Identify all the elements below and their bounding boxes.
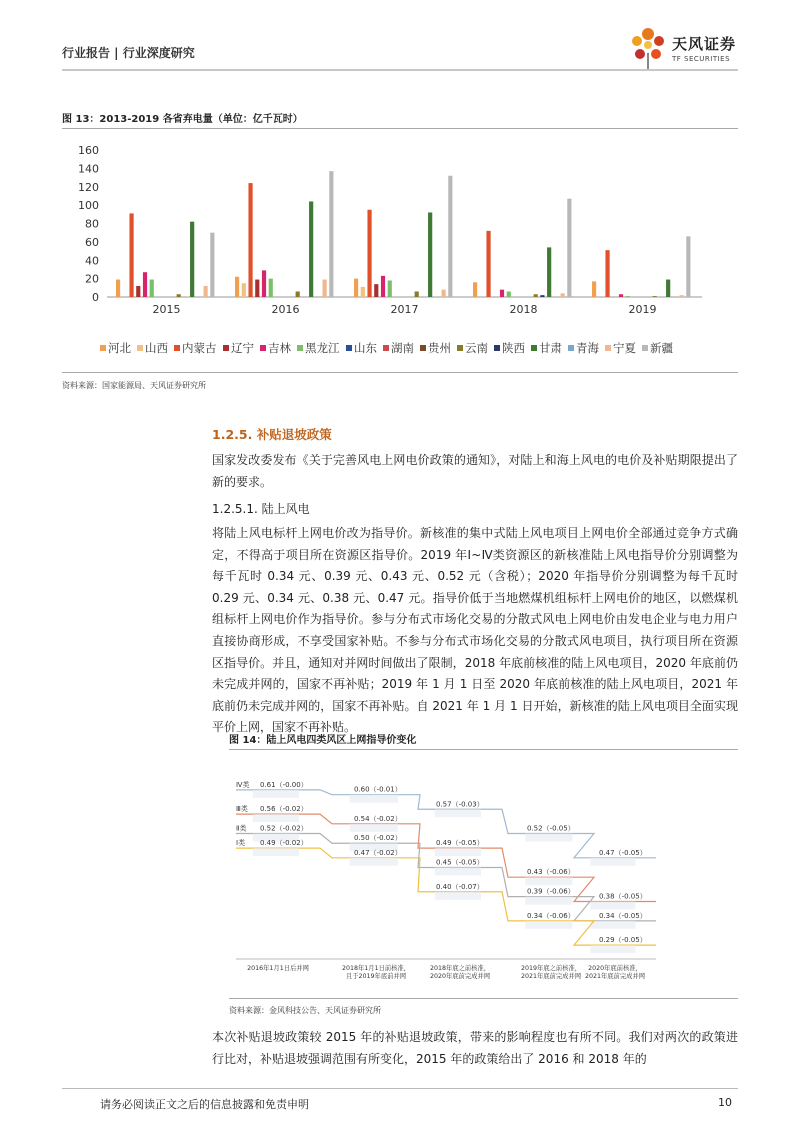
price-label: 0.47（-0.05）	[599, 848, 647, 857]
legend-label: 陕西	[502, 341, 525, 355]
step-shade	[435, 868, 481, 876]
legend-swatch-湖南	[383, 345, 389, 351]
bar-黑龙江-2018	[507, 291, 511, 297]
x-tick-label: 2015	[152, 303, 181, 316]
price-label: 0.47（-0.02）	[354, 848, 402, 857]
x-category-label: 2019年底之前核准，	[520, 965, 582, 972]
step-shade	[590, 945, 635, 953]
step-shade	[253, 848, 299, 856]
x-tick-label: 2019	[628, 303, 657, 316]
x-tick-label: 2018	[509, 303, 538, 316]
legend-swatch-贵州	[420, 345, 426, 351]
x-category-label: 2018年1月1日前核准，	[341, 965, 411, 972]
bar-甘肃-2018	[547, 247, 551, 297]
legend-label: 青海	[576, 341, 599, 355]
bar-河北-2017	[354, 279, 358, 297]
footer-divider	[62, 1088, 738, 1089]
x-category-label: 2020年底前完成并网	[429, 973, 491, 980]
bar-山西-2016	[242, 283, 246, 297]
section-title: 1.2.5. 补贴退坡政策	[212, 427, 332, 442]
bar-内蒙古-2019	[605, 250, 609, 297]
footer-disclaimer: 请务必阅读正文之后的信息披露和免责申明	[100, 1098, 309, 1111]
price-label: 0.39（-0.06）	[527, 887, 575, 896]
page-number: 10	[718, 1096, 732, 1109]
bar-吉林-2017	[381, 276, 385, 297]
step-shade	[253, 814, 299, 822]
closing-paragraph: 本次补贴退坡政策较 2015 年的补贴退坡政策，带来的影响程度也有所不同。我们对两次的政策进行比对，补贴退坡强调范围有所变化，2015 年的政策给出了 2016 和 2018 年的	[212, 1030, 738, 1066]
x-tick-label: 2016	[271, 303, 300, 316]
bar-云南-2015	[177, 294, 181, 297]
bar-吉林-2015	[143, 272, 147, 297]
step-shade	[525, 877, 572, 885]
bar-河北-2016	[235, 277, 239, 297]
step-shade	[435, 848, 481, 856]
y-tick-label: 160	[78, 144, 99, 157]
header-divider	[62, 69, 738, 71]
price-label: 0.38（-0.05）	[599, 892, 647, 901]
y-tick-label: 40	[85, 254, 99, 268]
bar-云南-2018	[534, 294, 538, 297]
price-label: 0.45（-0.05）	[436, 858, 484, 867]
step-shade	[350, 795, 398, 803]
subsection-title: 1.2.5.1. 陆上风电	[212, 502, 310, 516]
legend-swatch-青海	[568, 345, 574, 351]
figure13-bar-chart	[62, 138, 738, 368]
bar-内蒙古-2016	[248, 183, 252, 297]
bar-新疆-2019	[686, 236, 690, 297]
price-label: 0.43（-0.06）	[527, 868, 575, 877]
legend-swatch-吉林	[260, 345, 266, 351]
price-label: 0.60（-0.01）	[354, 785, 402, 794]
bar-甘肃-2016	[309, 201, 313, 297]
logo-subtitle: TF SECURITIES	[672, 55, 731, 63]
section-body: 将陆上风电标杆上网电价改为指导价。新核准的集中式陆上风电项目上网电价全部通过竞争方式确定，不得高于项目所在资源区指导价。2019 年Ⅰ~Ⅳ类资源区的新核准陆上风电指导价分别调整为每千瓦时 0.34 元、0.39 元、0.43 元、0.52 元（含税）；2020 年指导价分别调整为每千瓦时 0.29 元、0.34 元、0.38 元、0.47 元。指导价低于当地燃煤机组标杆上网电价的地区，以燃煤机组标杆上网电价作为指导价。参与分布式市场化交易的分散式风电上网电价由发电企业与电力用户直接协商形成，不享受国家补贴。不参与分布式市场化交易的分散式风电项目，执行项目所在资源区指导价。并且，通知对并网时间做出了限制，2018 年底前核准的陆上风电项目，2020 年底前仍未完成并网的，国家不再补贴；2019 年 1 月 1 日至 2020 年底前核准的陆上风电项目，2021 年底前仍未完成并网的，国家不再补贴。自 2021 年 1 月 1 日开始，新核准的陆上风电项目全面实现平价上网，国家不再补贴。	[212, 526, 738, 735]
bar-新疆-2016	[329, 171, 333, 297]
bar-黑龙江-2015	[150, 280, 154, 297]
legend-label: 山西	[145, 341, 168, 355]
legend-swatch-辽宁	[223, 345, 229, 351]
legend-label: 吉林	[268, 341, 291, 355]
figure13-bottom-rule	[62, 372, 738, 373]
y-tick-label: 100	[78, 199, 99, 213]
figure13-rule	[62, 128, 738, 129]
legend-swatch-河北	[100, 345, 106, 351]
bar-河北-2018	[473, 282, 477, 297]
price-label: 0.40（-0.07）	[436, 882, 484, 891]
bar-内蒙古-2015	[129, 213, 133, 297]
step-shade	[525, 897, 572, 905]
price-label: 0.52（-0.02）	[260, 824, 308, 833]
legend-swatch-内蒙古	[174, 345, 180, 351]
step-shade	[590, 921, 635, 929]
figure14-rule	[229, 749, 738, 750]
legend-label: 山东	[354, 341, 377, 355]
report-category: 行业报告 | 行业深度研究	[62, 46, 195, 60]
bar-陕西-2018	[540, 295, 544, 297]
legend-label: 贵州	[428, 341, 451, 355]
legend-swatch-宁夏	[605, 345, 611, 351]
figure14-source: 资料来源：金风科技公告、天风证券研究所	[229, 1006, 381, 1015]
bar-宁夏-2015	[204, 286, 208, 297]
price-label: 0.57（-0.03）	[436, 800, 484, 809]
legend-label: 宁夏	[613, 341, 636, 355]
bar-内蒙古-2017	[367, 210, 371, 297]
bar-云南-2016	[296, 291, 300, 297]
bar-内蒙古-2018	[486, 231, 490, 297]
bar-河北-2019	[592, 281, 596, 297]
bar-新疆-2017	[448, 176, 452, 297]
legend-label: 云南	[465, 341, 488, 355]
x-category-label: 2021年底前完成并网	[520, 973, 582, 980]
figure13-title: 图 13：2013-2019 各省弃电量（单位：亿千瓦时）	[62, 114, 303, 125]
section-intro: 国家发改委发布《关于完善风电上网电价政策的通知》，对陆上和海上风电的电价及补贴期限提出了新的要求。	[212, 453, 738, 489]
bar-甘肃-2015	[190, 222, 194, 297]
bar-黑龙江-2016	[269, 279, 273, 297]
legend-label: 河北	[108, 341, 131, 355]
step-shade	[253, 790, 299, 798]
bar-新疆-2015	[210, 233, 214, 297]
legend-swatch-新疆	[642, 345, 648, 351]
price-label: 0.29（-0.05）	[599, 936, 647, 945]
y-tick-label: 0	[92, 291, 99, 304]
company-logo	[627, 25, 747, 73]
x-category-label: 且于2019年底前并网	[345, 973, 407, 980]
x-category-label: 2016年1月1日后并网	[247, 965, 309, 972]
price-label: 0.49（-0.02）	[260, 839, 308, 848]
price-label: 0.34（-0.06）	[527, 911, 575, 920]
price-label: 0.50（-0.02）	[354, 834, 402, 843]
bar-河北-2015	[116, 280, 120, 297]
bar-吉林-2019	[619, 294, 623, 297]
zone-label: Ⅲ类	[236, 805, 248, 814]
figure13-source: 资料来源：国家能源局、天风证券研究所	[62, 381, 206, 390]
bar-宁夏-2016	[323, 280, 327, 297]
price-label: 0.52（-0.05）	[527, 824, 575, 833]
price-label: 0.34（-0.05）	[599, 911, 647, 920]
step-shade	[590, 901, 635, 909]
bar-辽宁-2017	[374, 284, 378, 297]
legend-swatch-山东	[346, 345, 352, 351]
step-shade	[435, 809, 481, 817]
bar-云南-2019	[653, 296, 657, 297]
legend-swatch-云南	[457, 345, 463, 351]
legend-label: 湖南	[391, 341, 414, 355]
legend-swatch-山西	[137, 345, 143, 351]
legend-label: 新疆	[650, 341, 673, 355]
zone-label: Ⅰ类	[236, 839, 246, 848]
zone-label: Ⅳ类	[236, 780, 250, 789]
legend-label: 辽宁	[231, 341, 254, 355]
bar-宁夏-2017	[442, 290, 446, 297]
bar-云南-2017	[415, 291, 419, 297]
y-tick-label: 20	[85, 272, 99, 286]
y-tick-label: 120	[78, 180, 99, 194]
price-label: 0.61（-0.00）	[260, 780, 308, 789]
y-tick-label: 80	[85, 217, 99, 231]
legend-label: 黑龙江	[305, 341, 340, 355]
bar-甘肃-2019	[666, 280, 670, 297]
bar-辽宁-2015	[136, 286, 140, 297]
legend-label: 甘肃	[539, 341, 562, 355]
step-shade	[525, 834, 572, 842]
x-tick-label: 2017	[390, 303, 419, 316]
bar-辽宁-2016	[255, 280, 259, 297]
bar-宁夏-2019	[680, 295, 684, 297]
bar-山西-2017	[361, 287, 365, 297]
bar-宁夏-2018	[561, 293, 565, 297]
step-shade	[350, 824, 398, 832]
step-shade	[525, 921, 572, 929]
legend-swatch-陕西	[494, 345, 500, 351]
bar-新疆-2018	[567, 199, 571, 297]
y-tick-label: 60	[85, 235, 99, 249]
figure14-bottom-rule	[229, 998, 738, 999]
legend-label: 内蒙古	[182, 341, 217, 355]
bar-吉林-2018	[500, 290, 504, 297]
bar-甘肃-2017	[428, 212, 432, 297]
y-tick-label: 140	[78, 162, 99, 176]
price-label: 0.56（-0.02）	[260, 805, 308, 814]
x-category-label: 2021年底前完成并网	[584, 973, 646, 980]
logo-flower-icon	[627, 25, 669, 71]
legend-swatch-黑龙江	[297, 345, 303, 351]
figure14-title: 图 14：陆上风电四类风区上网指导价变化	[229, 735, 417, 746]
x-category-label: 2018年底之前核准，	[429, 965, 491, 972]
price-label: 0.49（-0.05）	[436, 839, 484, 848]
legend-swatch-甘肃	[531, 345, 537, 351]
step-shade	[350, 858, 398, 866]
bar-黑龙江-2019	[626, 296, 630, 297]
price-label: 0.54（-0.02）	[354, 814, 402, 823]
bar-黑龙江-2017	[388, 280, 392, 297]
step-shade	[590, 858, 635, 866]
x-category-label: 2020年底前核准，	[588, 965, 642, 972]
logo-name: 天风证券	[672, 35, 737, 53]
step-shade	[435, 892, 481, 900]
figure14-step-chart	[236, 770, 666, 990]
zone-label: Ⅱ类	[236, 824, 247, 833]
bar-吉林-2016	[262, 270, 266, 297]
